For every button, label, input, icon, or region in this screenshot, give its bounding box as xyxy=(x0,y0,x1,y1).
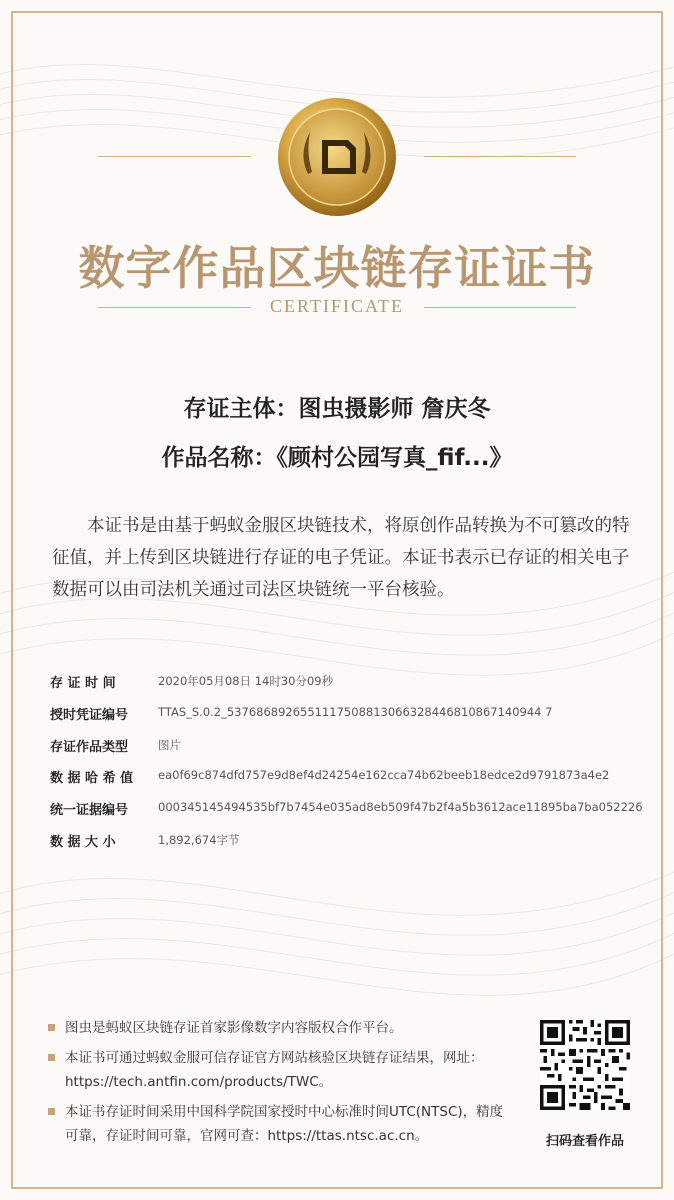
divider-right-top xyxy=(424,156,576,157)
info-label: 数 据 大 小 xyxy=(50,834,116,850)
certificate-subtitle: CERTIFICATE xyxy=(270,296,404,316)
info-value: 000345145494535bf7b7454e035ad8eb509f47b2f4a5b3612ace11895ba7ba052226 xyxy=(158,800,643,815)
certificate-subject: 存证主体：图虫摄影师 詹庆冬 xyxy=(183,396,491,422)
info-value: 图片 xyxy=(158,737,181,752)
info-label: 授时凭证编号 xyxy=(50,707,129,723)
certificate-notes xyxy=(48,1016,508,1154)
note-text: 本证书存证时间采用中国科学院国家授时中心标准时间UTC(NTSC)，精度可靠，存证时间可靠，官网可查：https://ttas.ntsc.ac.cn。 xyxy=(65,1104,504,1144)
divider-right-bottom xyxy=(424,307,576,308)
info-value: 1,892,674字节 xyxy=(158,832,240,847)
bullet-icon xyxy=(48,1054,55,1061)
info-label: 存证作品类型 xyxy=(50,739,129,755)
note-text: 图虫是蚂蚁区块链存证首家影像数字内容版权合作平台。 xyxy=(65,1020,403,1036)
note-item xyxy=(48,1016,508,1040)
info-label: 存 证 时 间 xyxy=(50,676,116,691)
certificate-intro-text: 本证书是由基于蚂蚁金服区块链技术，将原创作品转换为不可篡改的特征值，并上传到区块链进行存证的电子凭证。本证书表示已存证的相关电子数据可以由司法机关通过司法区块链统一平台核验。 xyxy=(52,516,630,600)
info-label: 统一证据编号 xyxy=(50,803,129,819)
work-name: 作品名称：《顾村公园写真_fif...》 xyxy=(161,445,513,471)
info-value: TTAS_S.0.2_5376868926551117508813066328446810867140944 7 xyxy=(158,704,553,719)
info-label: 数 据 哈 希 值 xyxy=(50,771,134,787)
info-value: 2020年05月08日 14时30分09秒 xyxy=(158,674,334,688)
note-item xyxy=(48,1100,508,1148)
qr-code-label: 扫码查看作品 xyxy=(545,1134,624,1149)
bullet-icon xyxy=(48,1024,55,1031)
bullet-icon xyxy=(48,1108,55,1115)
info-value: ea0f69c874dfd757e9d8ef4d24254e162cca74b62beeb18edce2d9791873a4e2 xyxy=(158,768,610,783)
certificate-title: 数字作品区块链存证证书 xyxy=(78,241,596,295)
divider-left-top xyxy=(98,156,250,157)
note-text: 本证书可通过蚂蚁金服可信存证官方网站核验区块链存证结果，网址：https://tech.antfin.com/products/TWC。 xyxy=(65,1050,484,1090)
gold-medal-logo xyxy=(276,96,398,218)
qr-code-icon[interactable] xyxy=(540,1020,630,1110)
note-item xyxy=(48,1046,508,1094)
